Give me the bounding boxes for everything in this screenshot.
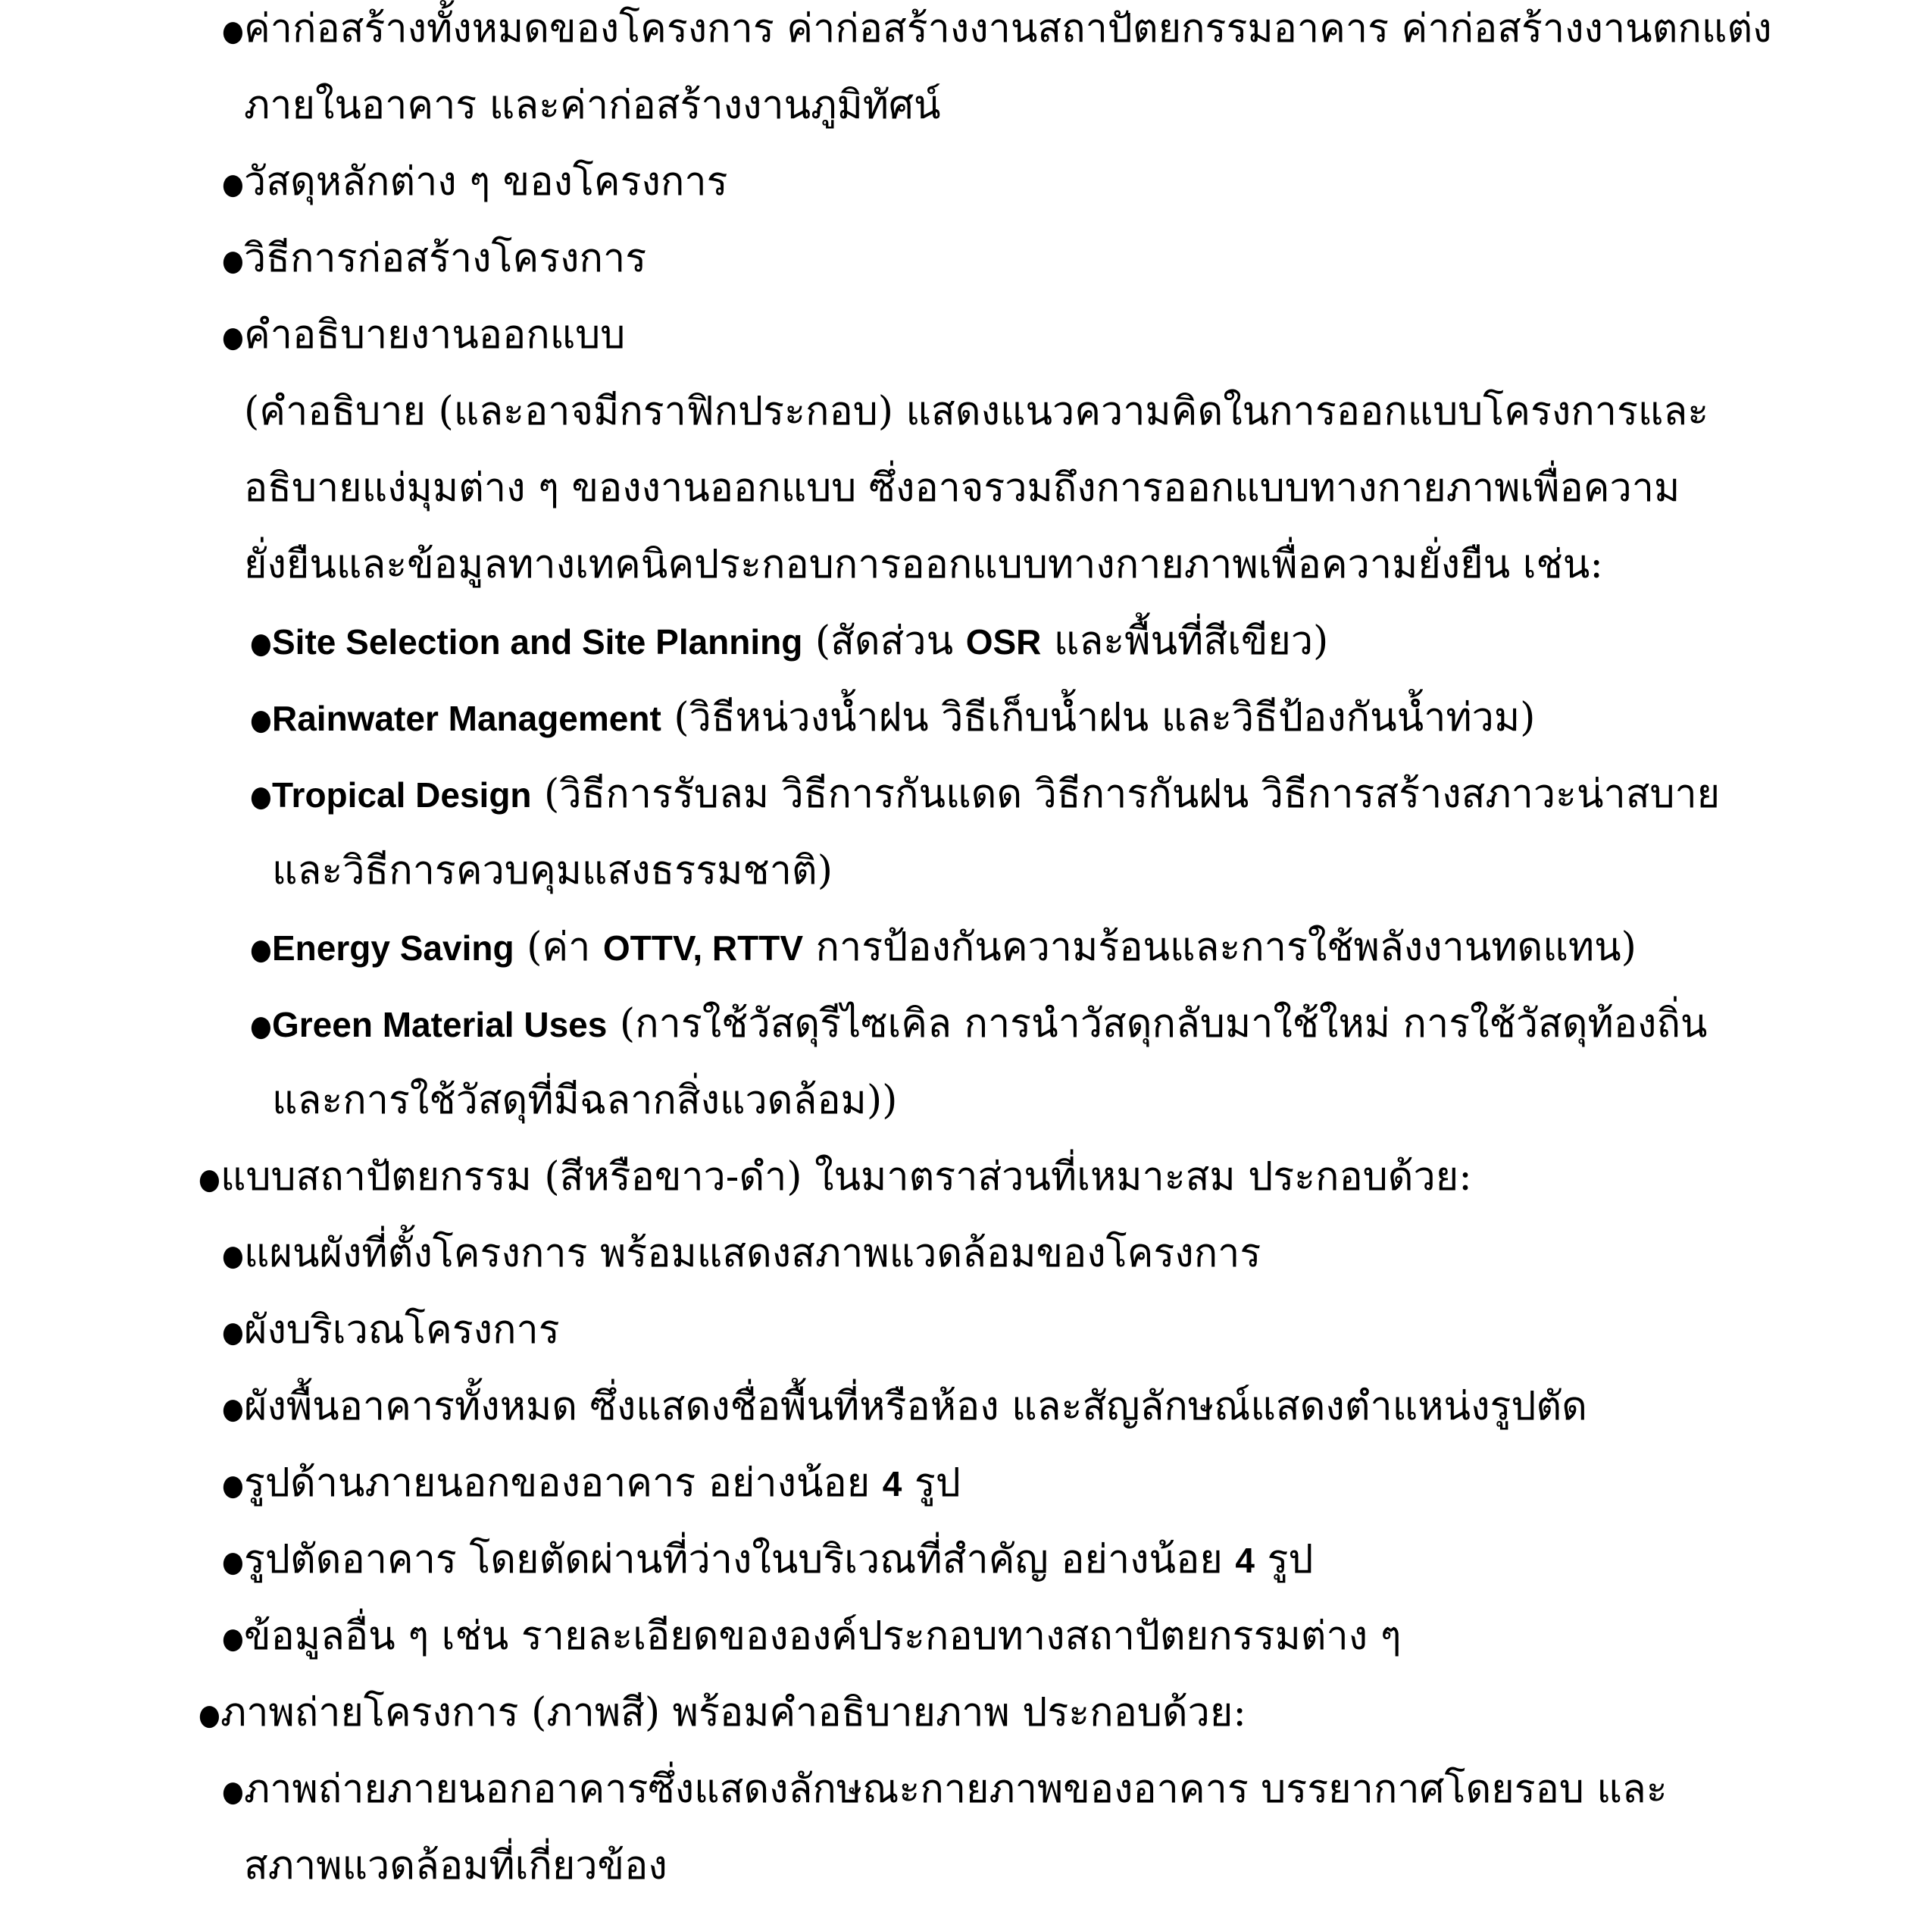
- bullet-icon: ●: [250, 626, 272, 660]
- bullet-icon: ●: [222, 1544, 244, 1579]
- list-item: [222, 1369, 1932, 1445]
- thai-text-run: แผนผังที่ตั้งโครงการ พร้อมแสดงสภาพแวดล้อมของโครงการ: [244, 1231, 1261, 1276]
- list-item-line: [222, 297, 1932, 374]
- list-item-line: [250, 909, 1932, 986]
- thai-text-run: (การใช้วัสดุรีไซเคิล การนำวัสดุกลับมาใช้ใหม่ การใช้วัสดุท้องถิ่น: [607, 1001, 1708, 1047]
- list-item-line: [250, 986, 1932, 1062]
- list-item-line: [222, 1751, 1932, 1828]
- list-item: [222, 1292, 1932, 1369]
- list-item-line: [222, 374, 1932, 450]
- bullet-icon: ●: [250, 703, 272, 737]
- latin-text-run: 4: [882, 1464, 902, 1504]
- latin-text-run: OSR: [965, 622, 1042, 662]
- thai-text-run: รูป: [902, 1460, 961, 1506]
- thai-text-run: ผังบริเวณโครงการ: [244, 1307, 560, 1353]
- thai-text-run: สภาพแวดล้อมที่เกี่ยวข้อง: [244, 1843, 667, 1889]
- bullet-icon: ●: [222, 243, 244, 277]
- bullet-icon: ●: [222, 1774, 244, 1808]
- bullet-icon: ●: [222, 1315, 244, 1349]
- list-item-continuation-line: [250, 833, 1932, 909]
- bullet-icon: ●: [222, 1238, 244, 1272]
- thai-text-run: และวิธีการควบคุมแสงธรรมชาติ): [272, 848, 833, 893]
- thai-text-run: (วิธีการรับลม วิธีการกันแดด วิธีการกันฝน วิธีการสร้างสภาวะน่าสบาย: [531, 771, 1721, 817]
- bullet-icon: ●: [250, 779, 272, 813]
- thai-text-run: รูป: [1254, 1537, 1314, 1582]
- list-item-line: [250, 756, 1932, 833]
- list-item-line: [250, 603, 1932, 680]
- list-item: [222, 144, 1932, 221]
- list-item: [222, 1522, 1932, 1598]
- list-item: [250, 756, 1932, 909]
- list-item: [222, 221, 1932, 297]
- list-item-line: [222, 1292, 1932, 1369]
- list-item: [250, 680, 1932, 756]
- latin-text-run: Green Material Uses: [272, 1005, 608, 1044]
- list-item: [250, 986, 1932, 1139]
- list-item-continuation-line: [222, 1828, 1932, 1904]
- list-item-line: [222, 1598, 1932, 1675]
- list-item-continuation-line: [222, 450, 1932, 527]
- bullet-icon: ●: [222, 1468, 244, 1502]
- thai-text-run: ข้อมูลอื่น ๆ เช่น รายละเอียดขององค์ประกอบทางสถาปัตยกรรมต่าง ๆ: [244, 1613, 1402, 1659]
- thai-text-run: ยั่งยืนและข้อมูลทางเทคนิคประกอบการออกแบบทางกายภาพเพื่อความยั่งยืน เช่น:: [244, 542, 1603, 587]
- latin-text-run: Tropical Design: [272, 775, 532, 815]
- list-item: [222, 1598, 1932, 1675]
- bullet-icon: ●: [199, 1162, 220, 1196]
- bullet-icon: ●: [199, 1698, 220, 1732]
- list-item-line: [222, 144, 1932, 221]
- thai-text-run: ผังพื้นอาคารทั้งหมด ซึ่งแสดงชื่อพื้นที่หรือห้อง และสัญลักษณ์แสดงตำแหน่งรูปตัด: [244, 1384, 1587, 1429]
- list-item-line: [222, 1445, 1932, 1522]
- bullet-icon: ●: [222, 1391, 244, 1425]
- list-item-line: [222, 1522, 1932, 1598]
- list-item: [222, 1751, 1932, 1904]
- thai-text-run: ภาพถ่ายภายนอกอาคารซึ่งแสดงลักษณะกายภาพของอาคาร บรรยากาศโดยรอบ และ: [244, 1767, 1668, 1812]
- list-item-line: [222, 0, 1932, 67]
- list-item-continuation-line: [250, 1062, 1932, 1139]
- thai-text-run: (สัดส่วน: [802, 618, 966, 664]
- list-item: [250, 603, 1932, 680]
- list-item-line: [199, 1675, 1932, 1751]
- thai-text-run: อธิบายแง่มุมต่าง ๆ ของงานออกแบบ ซึ่งอาจรวมถึงการออกแบบทางกายภาพเพื่อความ: [244, 465, 1680, 511]
- thai-text-run: วิธีการก่อสร้างโครงการ: [244, 236, 647, 281]
- list-item-line: [199, 1139, 1932, 1216]
- latin-text-run: Site Selection and Site Planning: [272, 622, 803, 662]
- list-item: [222, 1445, 1932, 1522]
- list-item-line: [222, 1369, 1932, 1445]
- list-item-line: [250, 680, 1932, 756]
- bullet-icon: ●: [222, 320, 244, 354]
- list-item: [222, 0, 1932, 144]
- latin-text-run: 4: [1235, 1541, 1255, 1580]
- thai-text-run: แบบสถาปัตยกรรม (สีหรือขาว-ดำ) ในมาตราส่วนที่เหมาะสม ประกอบด้วย:: [220, 1154, 1472, 1200]
- latin-text-run: Energy Saving: [272, 928, 514, 968]
- bullet-icon: ●: [250, 1009, 272, 1043]
- list-item: [250, 909, 1932, 986]
- bullet-icon: ●: [222, 1621, 244, 1655]
- bullet-icon: ●: [222, 167, 244, 201]
- list-item-line: [222, 1216, 1932, 1292]
- thai-text-run: และพื้นที่สีเขียว): [1041, 618, 1329, 664]
- list-item: [222, 374, 1932, 603]
- list-item: [199, 1675, 1932, 1751]
- bullet-icon: ●: [250, 932, 272, 966]
- thai-text-run: วัสดุหลักต่าง ๆ ของโครงการ: [244, 159, 728, 205]
- list-item-continuation-line: [222, 67, 1932, 144]
- list-item: [222, 297, 1932, 374]
- list-item: [199, 1139, 1932, 1216]
- thai-text-run: และการใช้วัสดุที่มีฉลากสิ่งแวดล้อม)): [272, 1078, 898, 1123]
- list-item-continuation-line: [222, 527, 1932, 603]
- thai-text-run: คำอธิบายงานออกแบบ: [244, 312, 626, 358]
- thai-text-run: รูปด้านภายนอกของอาคาร อย่างน้อย: [244, 1460, 883, 1506]
- thai-text-run: (ค่า: [514, 925, 603, 970]
- list-item-line: [222, 221, 1932, 297]
- bullet-icon: ●: [222, 14, 244, 48]
- thai-text-run: ภายในอาคาร และค่าก่อสร้างงานภูมิทัศน์: [244, 83, 941, 128]
- thai-text-run: ภาพถ่ายโครงการ (ภาพสี) พร้อมคำอธิบายภาพ ประกอบด้วย:: [220, 1690, 1246, 1735]
- thai-text-run: ค่าก่อสร้างทั้งหมดของโครงการ ค่าก่อสร้างงานสถาปัตยกรรมอาคาร ค่าก่อสร้างงานตกแต่ง: [244, 6, 1772, 52]
- thai-text-run: รูปตัดอาคาร โดยตัดผ่านที่ว่างในบริเวณที่สำคัญ อย่างน้อย: [244, 1537, 1236, 1582]
- latin-text-run: Rainwater Management: [272, 699, 661, 738]
- thai-text-run: (คำอธิบาย (และอาจมีกราฟิกประกอบ) แสดงแนวความคิดในการออกแบบโครงการและ: [244, 389, 1709, 434]
- thai-text-run: (วิธีหน่วงน้ำฝน วิธีเก็บน้ำฝน และวิธีป้องกันน้ำท่วม): [661, 695, 1536, 740]
- list-item: [222, 1216, 1932, 1292]
- thai-text-run: การป้องกันความร้อนและการใช้พลังงานทดแทน): [803, 925, 1637, 970]
- latin-text-run: OTTV, RTTV: [602, 928, 804, 968]
